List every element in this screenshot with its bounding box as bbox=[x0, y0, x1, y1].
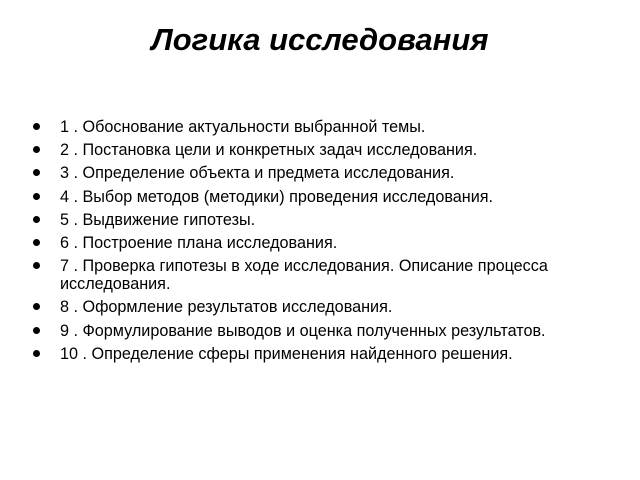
bullet-icon bbox=[33, 350, 40, 357]
list-item bbox=[33, 257, 618, 293]
bullet-icon bbox=[33, 216, 40, 223]
bullet-icon bbox=[33, 193, 40, 200]
list-item bbox=[33, 141, 618, 159]
list-item bbox=[33, 234, 618, 252]
list-item-text: 10 . Определение сферы применения найденного решения. bbox=[60, 344, 513, 363]
list-item bbox=[33, 211, 618, 229]
bullet-icon bbox=[33, 262, 40, 269]
list-item bbox=[33, 188, 618, 206]
list-item bbox=[33, 345, 618, 363]
bullet-icon bbox=[33, 169, 40, 176]
list-item-text: 2 . Постановка цели и конкретных задач исследования. bbox=[60, 141, 478, 160]
list-item-text: 3 . Определение объекта и предмета исследования. bbox=[60, 164, 455, 183]
list-item bbox=[33, 118, 618, 136]
list-item-text: 4 . Выбор методов (методики) проведения исследования. bbox=[60, 187, 494, 206]
bullet-icon bbox=[33, 327, 40, 334]
list-item-text: 7 . Проверка гипотезы в ходе исследования. Описание процесса исследования. bbox=[60, 257, 548, 294]
bullet-icon bbox=[33, 303, 40, 310]
list-item bbox=[33, 164, 618, 182]
list-item-text: 5 . Выдвижение гипотезы. bbox=[60, 210, 256, 229]
list-item-text: 9 . Формулирование выводов и оценка полученных результатов. bbox=[60, 321, 546, 340]
bullet-list bbox=[33, 118, 618, 368]
list-item bbox=[33, 322, 618, 340]
bullet-icon bbox=[33, 123, 40, 130]
bullet-icon bbox=[33, 239, 40, 246]
list-item-text: 1 . Обоснование актуальности выбранной темы. bbox=[60, 118, 426, 136]
list-item-text: 6 . Построение плана исследования. bbox=[60, 233, 338, 252]
list-item-text: 8 . Оформление результатов исследования. bbox=[60, 298, 393, 317]
slide-title: Логика исследования bbox=[151, 22, 489, 57]
list-item bbox=[33, 298, 618, 316]
bullet-icon bbox=[33, 146, 40, 153]
